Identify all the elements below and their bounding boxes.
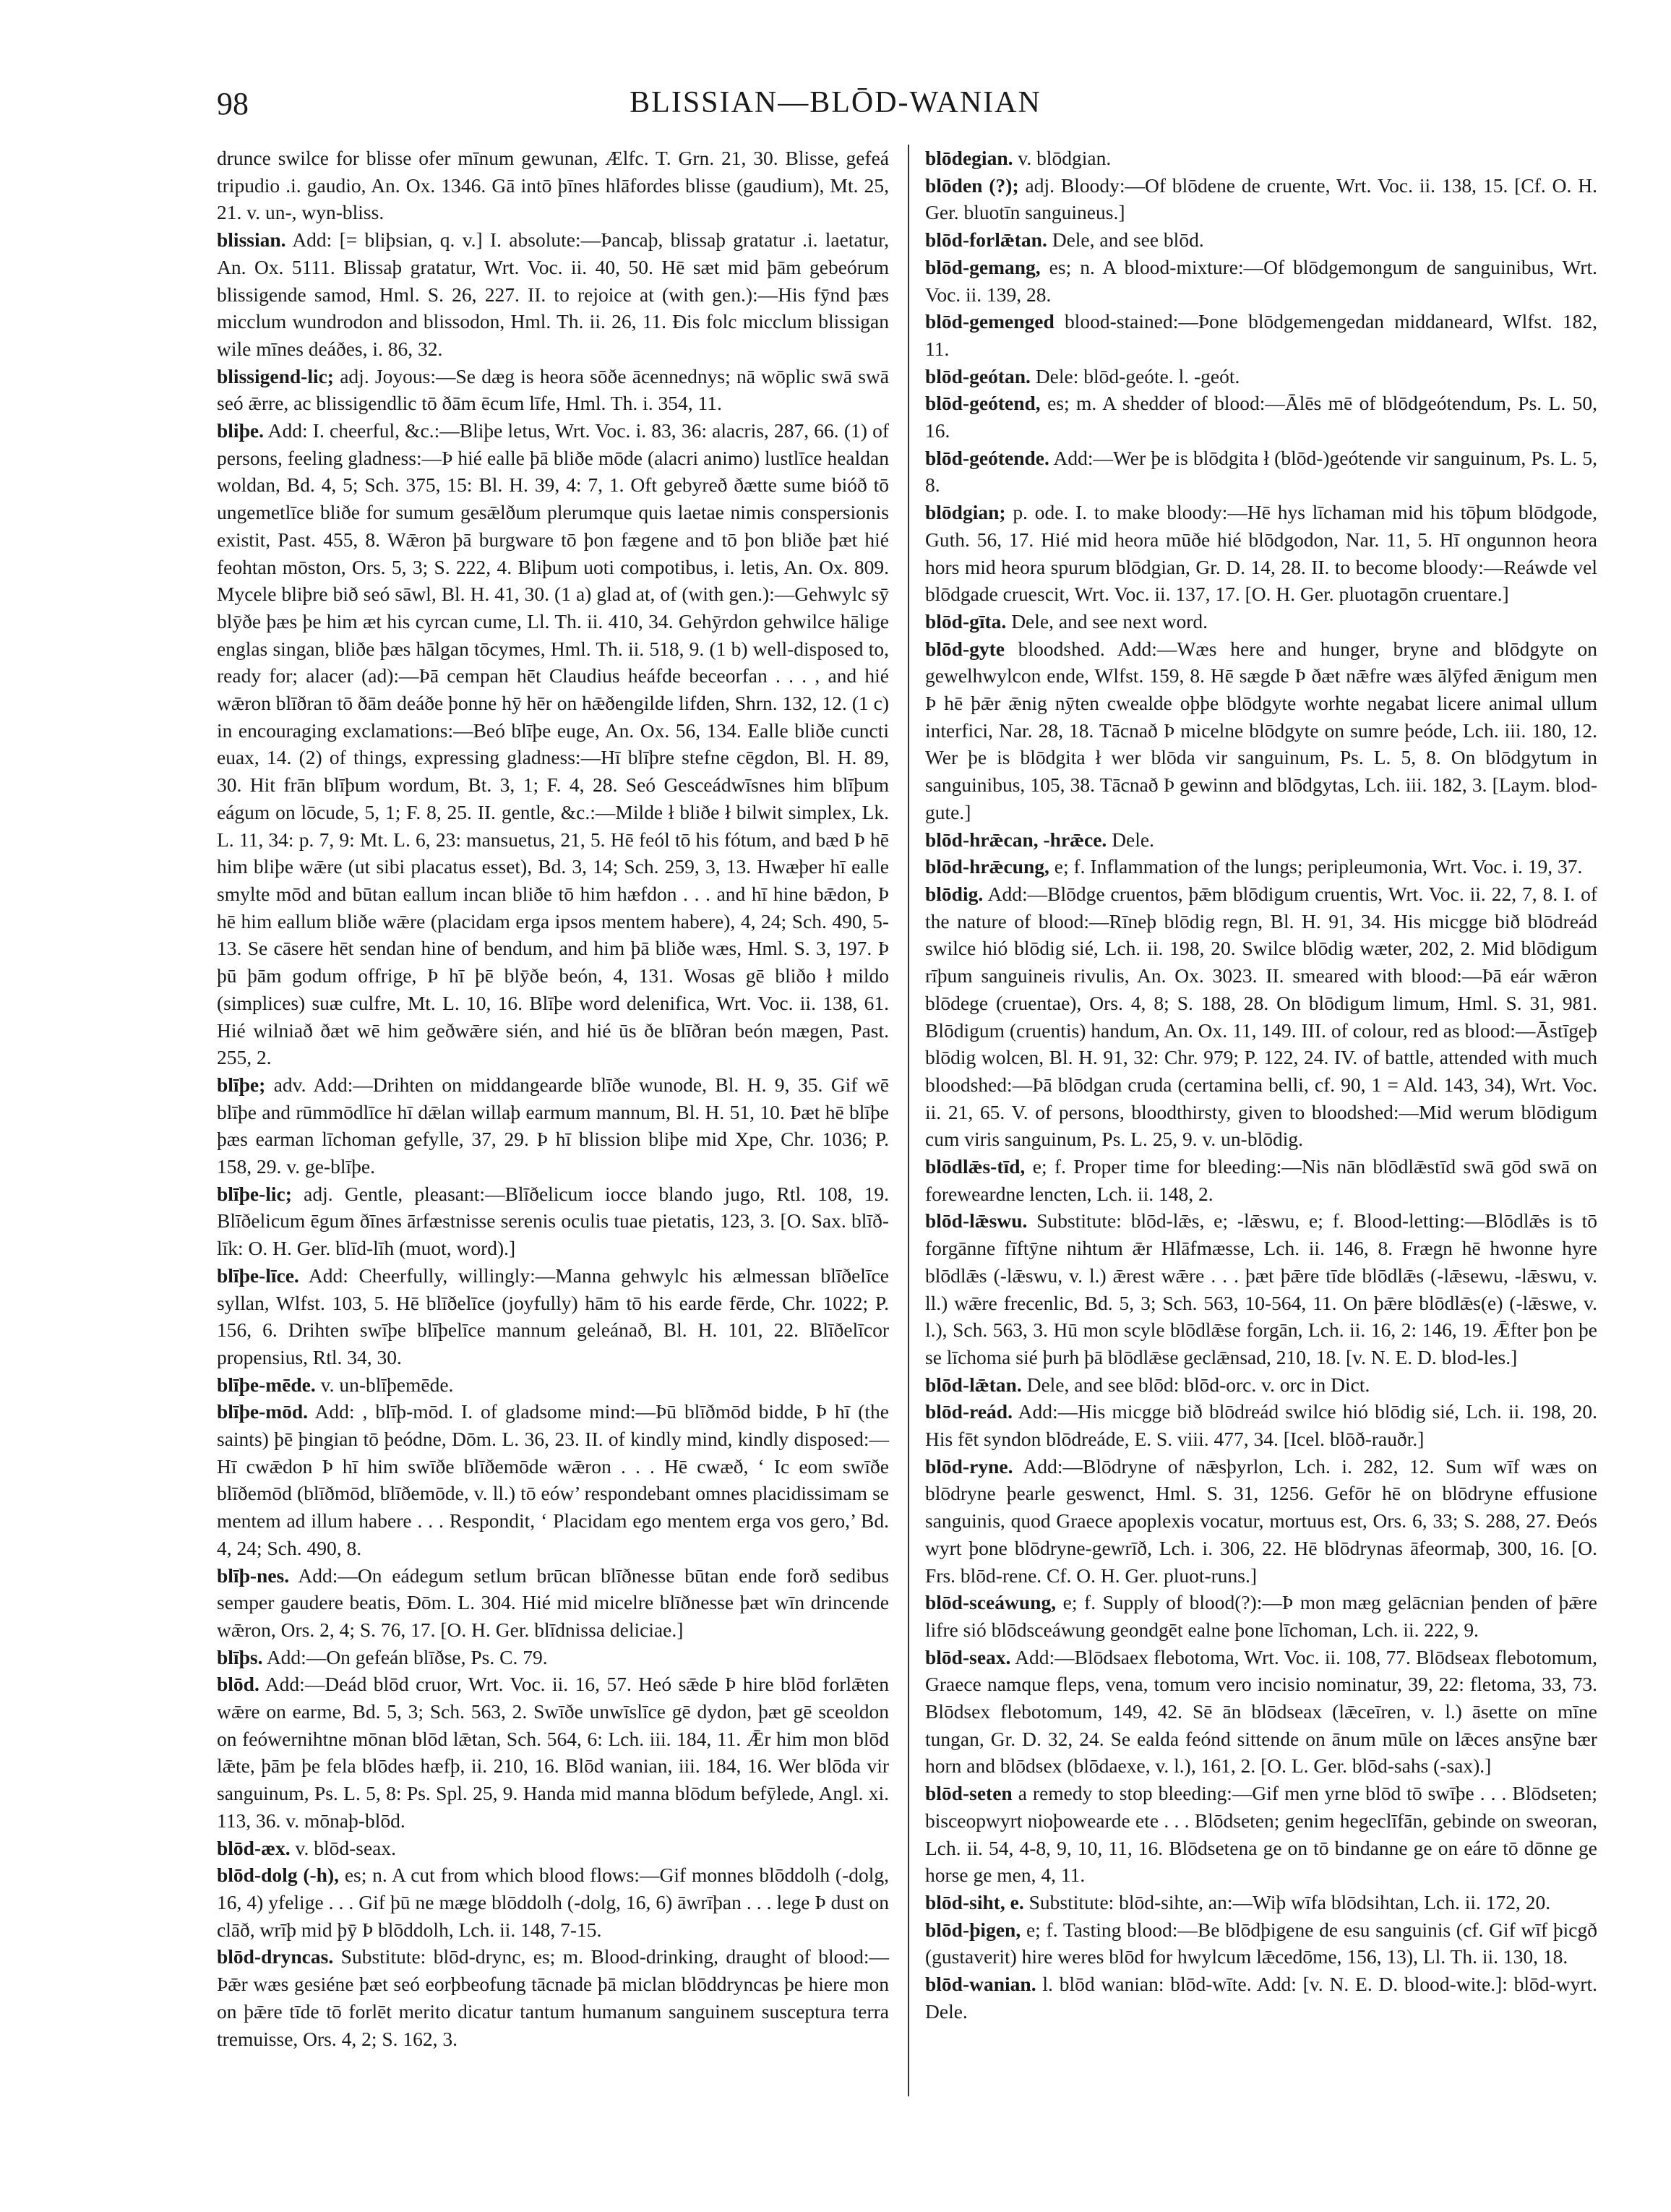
- dictionary-entry: [217, 417, 889, 1071]
- running-head: BLISSIAN—BLŌD-WANIAN: [630, 86, 1041, 119]
- entry-text: es; n. A cut from which blood flows:—Gif monnes blōddolh (-dolg, 16, 4) yfelige . . . Gif þū ne mæge blōddolh (-dolg, 16, 6) āwrīþan . . . lege Þ dust on clāð, wrīþ mid þȳ Þ blōddolh, Lch. ii. 148, 7-15.: [217, 1864, 889, 1941]
- dictionary-entry: [925, 390, 1597, 444]
- dictionary-entry: [217, 1943, 889, 2052]
- entry-text: p. ode. I. to make bloody:—Hē hys līchaman mid his tōþum blōdgode, Guth. 56, 17. Hié mid heora mūðe hié blōdgodon, Nar. 11, 5. Hī ongunnon heora hors mid heora spurum blōdgian, Gr. D. 14, 28. II. to become bloody:—Reáwde vel blōdgade cruescit, Wrt. Voc. ii. 137, 17. [O. H. Ger. pluotagōn cruentare.]: [925, 501, 1597, 606]
- dictionary-entry: [217, 1644, 889, 1671]
- entry-headword: blōd-forlǣtan.: [925, 228, 1047, 252]
- entry-headword: blōdegian.: [925, 147, 1013, 169]
- entry-headword: blōd-dryncas.: [217, 1945, 334, 1968]
- entry-text: Add:—Blōdge cruentos, þǣm blōdigum cruentis, Wrt. Voc. ii. 22, 7, 8. I. of the nature of blood:—Rīneþ blōdig regn, Bl. H. 91, 34. His micgge bið blōdreád swilce hió blōdig sié, Lch. ii. 198, 20. Swilce blōdig wæter, 202, 2. Mid blōdigum rīþum sanguineis rivulis, An. Ox. 3023. II. smeared with blood:—Þā eár wǣron blōdege (cruentae), Ors. 4, 8; S. 188, 28. On blōdigum limum, Hml. S. 31, 981. Blōdigum (cruentis) handum, An. Ox. 11, 149. III. of colour, red as blood:—Āstīgeþ blōdig wolcen, Bl. H. 91, 32: Chr. 979; P. 122, 24. IV. of battle, attended with much bloodshed:—Þā blōdgan cruda (certamina belli, cf. 90, 1 = Ald. 143, 34), Wrt. Voc. ii. 21, 65. V. of persons, bloodthirsty, given to bloodshed:—Mid werum blōdigum cum viris sanguinum, Ps. L. 25, 9. v. un-blōdig.: [925, 882, 1597, 1151]
- entry-headword: blōd-gīta.: [925, 609, 1007, 633]
- dictionary-entry: [925, 445, 1597, 499]
- dictionary-entry: [925, 880, 1597, 1153]
- entry-headword: blōd-sceáwung,: [925, 1591, 1057, 1614]
- entry-headword: blīþe-līce.: [217, 1264, 299, 1287]
- entry-text: Add: [= bliþsian, q. v.] I. absolute:—Þancaþ, blissaþ gratatur .i. laetatur, An. Ox. 5111. Blissaþ gratatur, Wrt. Voc. ii. 40, 50. Hē sæt mid þām gebeórum blissigende samod, Hml. S. 26, 227. II. to rejoice at (with gen.):—His fȳnd þæs micclum wundrodon and blissodon, Hml. Th. ii. 26, 11. Ðis folc micclum blissigan wile mīnes deáðes, i. 86, 32.: [217, 228, 889, 360]
- page-number: 98: [217, 86, 249, 121]
- dictionary-entry: [217, 1835, 889, 1862]
- entry-text: v. blōd-seax.: [295, 1836, 397, 1859]
- entry-text: Substitute: blōd-drync, es; m. Blood-drinking, draught of blood:—Þǣr wæs gesiéne þæt seó eorþbeofung tācnade þā miclan blōddryncas þe hiere mon on þǣre tīde tō forlēt merito dicatur tantum humanum sanguinem susceptura terra tremuisse, Ors. 4, 2; S. 162, 3.: [217, 1945, 889, 2050]
- dictionary-entry: [217, 1371, 889, 1399]
- dictionary-entry: [217, 226, 889, 363]
- entry-headword: blōd-þigen,: [925, 1918, 1021, 1941]
- entry-headword: blōd-wanian.: [925, 1973, 1036, 1996]
- dictionary-entry: [925, 145, 1597, 172]
- entry-headword: blōd-seax.: [925, 1645, 1011, 1668]
- entry-text: es; m. A shedder of blood:—Ālēs mē of blōdgeótendum, Ps. L. 50, 16.: [925, 392, 1597, 442]
- entry-text: Dele, and see next word.: [1011, 609, 1208, 633]
- entry-text: Add:—Blōdryne of nǣsþyrlon, Lch. i. 282, 12. Sum wīf wæs on blōdryne þearle geswenct, Hml. S. 31, 1256. Gefōr hē on blōdryne effusione sanguinis, quod Graece apoplexis vocatur, mortuus est, Ors. 6, 33; S. 288, 27. Ðeós wyrt þone blōdryne-gewrīð, Lch. i. 306, 22. Hē blōdrynas āfeormaþ, 300, 16. [O. Frs. blōd-rene. Cf. O. H. Ger. pluot-runs.]: [925, 1454, 1597, 1587]
- entry-text: adj. Joyous:—Se dæg is heora sōðe ācennednys; nā wōplic swā swā seó ǣrre, ac blissigendlic tō ðām ēcum līfe, Hml. Th. i. 354, 11.: [217, 364, 890, 415]
- entry-headword: blōdgian;: [925, 501, 1006, 524]
- dictionary-entry: [925, 1780, 1597, 1889]
- dictionary-entry: [217, 1071, 889, 1180]
- entry-text: Dele.: [1112, 828, 1154, 851]
- entry-headword: blōd-seten: [925, 1782, 1013, 1805]
- right-column: [925, 145, 1597, 2025]
- entry-headword: blīþe-mōd.: [217, 1400, 309, 1423]
- column-divider: [908, 145, 909, 2096]
- dictionary-entry: [925, 1971, 1597, 2025]
- dictionary-entry: [925, 1207, 1597, 1371]
- dictionary-entry: [925, 226, 1597, 254]
- entry-headword: blōd-æx.: [217, 1836, 291, 1859]
- dictionary-entry: [925, 254, 1597, 308]
- dictionary-entry: [217, 1671, 889, 1834]
- dictionary-entry: [925, 826, 1597, 854]
- entry-text: Dele: blōd-geóte. l. -geót.: [1035, 364, 1240, 387]
- entry-headword: blōd-reád.: [925, 1400, 1013, 1423]
- entry-text: adj. Gentle, pleasant:—Blīðelicum iocce blando jugo, Rtl. 108, 19. Blīðelicum ēgum ðīnes ārfæstnisse serenis oculis tuae pietatis, 123, 3. [O. Sax. blīð-līk: O. H. Ger. blīd-līh (muot, word).]: [217, 1182, 889, 1260]
- dictionary-entry: [217, 1562, 889, 1644]
- entry-headword: blīþe-lic;: [217, 1182, 292, 1205]
- dictionary-entry: [217, 1861, 889, 1943]
- entry-headword: blīþe;: [217, 1073, 266, 1096]
- entry-text: e; f. Inflammation of the lungs; peripleumonia, Wrt. Voc. i. 19, 37.: [1054, 855, 1583, 878]
- dictionary-entry: [925, 1916, 1597, 1971]
- entry-headword: blōden (?);: [925, 173, 1019, 197]
- entry-headword: blissian.: [217, 228, 286, 252]
- dictionary-entry: [925, 1371, 1597, 1399]
- entry-headword: blōd-geótend,: [925, 392, 1041, 415]
- dictionary-entry: [925, 172, 1597, 226]
- entry-headword: blōdlǣs-tīd,: [925, 1155, 1026, 1178]
- entry-text: adj. Bloody:—Of blōdene de cruente, Wrt. Voc. ii. 138, 15. [Cf. O. H. Ger. bluotīn sanguineus.]: [925, 173, 1598, 224]
- dictionary-entry: [217, 1180, 889, 1262]
- dictionary-entry: [925, 308, 1597, 362]
- entry-headword: blōd-hrǣcung,: [925, 855, 1049, 878]
- entry-text: Add:—Deád blōd cruor, Wrt. Voc. ii. 16, 57. Heó sǣde Þ hire blōd forlǣten wǣre on earme, Bd. 5, 3; Sch. 563, 2. Swīðe unwīslīce gē dydon, þæt gē sceoldon on feówernihtne mōnan blōd lǣtan, Sch. 564, 6: Lch. iii. 184, 11. Ǣr him mon blōd lǣte, þām þe fela blōdes hæfþ, ii. 210, 16. Blōd wanian, iii. 184, 16. Wer blōda vir sanguinum, Ps. L. 5, 8: Ps. Spl. 25, 9. Handa mid manna blōdum befȳlede, Angl. xi. 113, 36. v. mōnaþ-blōd.: [217, 1673, 889, 1832]
- entry-text: Dele, and see blōd: blōd-orc. v. orc in Dict.: [1026, 1373, 1370, 1396]
- entry-headword: blīþs.: [217, 1645, 263, 1668]
- entry-headword: blōd-gyte: [925, 637, 1005, 660]
- dictionary-entry: [925, 1589, 1597, 1643]
- entry-headword: blōd-geótende.: [925, 446, 1049, 469]
- entry-text: Add: , blīþ-mōd. I. of gladsome mind:—Þū blīðmōd bidde, Þ hī (the saints) þē þingian tō þeódne, Dōm. L. 36, 23. II. of kindly mind, kindly disposed:—Hī cwǣdon Þ hī him swīðe blīðemōde wǣron . . . Hē cwæð, ‘ Ic eom swīðe blīðemōd (blīðmōd, blīðemōde, v. ll.) tō eów’ respondebant omnes placidissimam se mentem ad illum habere . . . Respondit, ‘ Placidam ego mentem erga vos gero,’ Bd. 4, 24; Sch. 490, 8.: [217, 1400, 889, 1559]
- entry-text: v. blōdgian.: [1018, 147, 1112, 169]
- entry-text: Add:—On gefeán blīðse, Ps. C. 79.: [266, 1645, 548, 1668]
- entry-headword: blōd.: [217, 1673, 259, 1696]
- entry-headword: blōd-lǣswu.: [925, 1209, 1028, 1233]
- entry-text: bloodshed. Add:—Wæs here and hunger, bryne and blōdgyte on gewelhwylcon ende, Wlfst. 159, 8. Hē sægde Þ ðæt nǣfre wæs ālȳfed ǣnigum men Þ hē þǣr ǣnig nȳten cwealde oþþe blōdgyte worhte negabat licere animal ullum interfici, Nar. 28, 18. Tācnað Þ micelne blōdgyte on sumre þeóde, Lch. iii. 180, 12. Wer þe is blōdgita ł wer blōda vir sanguinum, Ps. L. 5, 8. On blōdgytum in sanguinibus, 105, 38. Tācnað Þ gewinn and blōdgytas, Lch. iii. 182, 3. [Laym. blod-gute.]: [925, 637, 1598, 823]
- left-column: [217, 145, 889, 2052]
- entry-text: Substitute: blōd-lǣs, e; -lǣswu, e; f. Blood-letting:—Blōdlǣs is tō forgānne fīftȳne nihtum ǣr Hlāfmæsse, Lch. ii. 146, 8. Frægn hē hwonne hyre blōdlǣs (-lǣswu, v. l.) ǣrest wǣre . . . þæt þǣre tīde blōdlǣs (-lǣsewu, -lǣswu, v. ll.) wǣre frecenlic, Bd. 5, 3; Sch. 563, 10-564, 11. On þǣre blōdlǣs(e) (-lǣswe, v. l.), Sch. 563, 3. Hū mon scyle blōdlǣse forgān, Lch. ii. 16, 2: 146, 19. Ǣfter þon þe se līchoma sié þurh þā blōdlǣse geclǣnsad, 210, 18. [v. N. E. D. blod-les.]: [925, 1209, 1598, 1368]
- dictionary-entry: [925, 1453, 1597, 1590]
- entry-headword: bliþe.: [217, 419, 264, 442]
- entry-headword: blōd-ryne.: [925, 1454, 1013, 1478]
- entry-headword: blōd-hrǣcan, -hrǣce.: [925, 828, 1107, 851]
- entry-headword: blōd-gemang,: [925, 255, 1041, 278]
- entry-text: Add:—Wer þe is blōdgita ł (blōd-)geótende vir sanguinum, Ps. L. 5, 8.: [925, 446, 1597, 497]
- dictionary-entry: [217, 363, 889, 417]
- dictionary-entry: [217, 1262, 889, 1371]
- entry-text: a remedy to stop bleeding:—Gif men yrne blōd tō swīþe . . . Blōdseten; bisceopwyrt nioþowearde ete . . . Blōdseten; genim hegeclīfān, gebinde on sweoran, Lch. ii. 54, 4-8, 9, 10, 11, 16. Blōdsetena ge on tō bindanne ge on eáre tō dōnne ge horse ge men, 4, 11.: [925, 1782, 1597, 1887]
- entry-text: es; n. A blood-mixture:—Of blōdgemongum de sanguinibus, Wrt. Voc. ii. 139, 28.: [925, 255, 1597, 306]
- entry-text: Add:—His micgge bið blōdreád swilce hió blōdig sié, Lch. ii. 198, 20. His fēt syndon blōdreáde, E. S. viii. 477, 34. [Icel. blōð-rauðr.]: [925, 1400, 1597, 1451]
- entry-headword: blōd-siht, e.: [925, 1891, 1024, 1913]
- entry-text: blood-stained:—Þone blōdgemengedan middaneard, Wlfst. 182, 11.: [925, 310, 1598, 360]
- entry-text: drunce swilce for blisse ofer mīnum gewunan, Ælfc. T. Grn. 21, 30. Blisse, gefeá tripudio .i. gaudio, An. Ox. 1346. Gā intō þīnes hlāfordes blisse (gaudium), Mt. 25, 21. v. un-, wyn-bliss.: [217, 147, 889, 224]
- entry-headword: blōd-dolg (-h),: [217, 1864, 340, 1887]
- dictionary-entry: [217, 145, 889, 226]
- entry-text: Dele, and see blōd.: [1052, 228, 1204, 252]
- entry-text: Substitute: blōd-sihte, an:—Wiþ wīfa blōdsihtan, Lch. ii. 172, 20.: [1028, 1891, 1551, 1913]
- entry-headword: blīþe-mēde.: [217, 1373, 316, 1396]
- entry-text: Add:—Blōdsaex flebotoma, Wrt. Voc. ii. 108, 77. Blōdseax flebotomum, Graece namque fleps, vena, tomum vero incisio nominatur, 39, 22: fletoma, 33, 73. Blōdsex flebotomum, 149, 42. Sē ān blōdseax (lǣceīren, v. l.) āsette on mīne tungan, Gr. D. 32, 24. Se ealda feónd sittende on ānum mūle on lǣces ansȳne bær horn and blōdsex (blōdaexe, v. l.), 161, 2. [O. L. Ger. blōd-sahs (-sax).]: [925, 1645, 1597, 1778]
- entry-headword: blōd-gemenged: [925, 310, 1054, 333]
- dictionary-entry: [925, 499, 1597, 608]
- entry-text: v. un-blīþemēde.: [320, 1373, 454, 1396]
- entry-text: e; f. Tasting blood:—Be blōdþigene de esu sanguinis (cf. Gif wīf þicgð (gustaverit) hire weres blōd for hwylcum lǣcedōme, 156, 13), Ll. Th. ii. 130, 18.: [925, 1918, 1597, 1968]
- dictionary-entry: [925, 1644, 1597, 1780]
- entry-headword: blōdig.: [925, 882, 984, 905]
- entry-text: Add: Cheerfully, willingly:—Manna gehwylc his ælmessan blīðelīce syllan, Wlfst. 103, 5. Hē blīðelīce (joyfully) hām tō his earde fērde, Chr. 1022; P. 156, 6. Drihten swīþe blīþelīce mannum geleánað, Bl. H. 101, 22. Blīðelīcor propensius, Rtl. 34, 30.: [217, 1264, 889, 1368]
- dictionary-entry: [925, 1398, 1597, 1452]
- dictionary-entry: [925, 608, 1597, 635]
- entry-text: l. blōd wanian: blōd-wīte. Add: [v. N. E. D. blood-wite.]: blōd-wyrt. Dele.: [925, 1973, 1598, 2023]
- entry-headword: blīþ-nes.: [217, 1564, 290, 1587]
- dictionary-entry: [925, 1153, 1597, 1207]
- entry-headword: blōd-geótan.: [925, 364, 1031, 387]
- dictionary-entry: [925, 1889, 1597, 1916]
- dictionary-entry: [925, 363, 1597, 390]
- entry-text: e; f. Supply of blood(?):—Þ mon mæg gelācnian þenden of þǣre lifre sió blōdsceáwung geondgēt ealne þone līchoman, Lch. ii. 222, 9.: [925, 1591, 1597, 1641]
- entry-text: Add: I. cheerful, &c.:—Bliþe letus, Wrt. Voc. i. 83, 36: alacris, 287, 66. (1) of persons, feeling gladness:—Þ hié ealle þā bliðe mōde (alacri animo) lustlīce healdan woldan, Bd. 4, 5; Sch. 375, 15: Bl. H. 39, 4: 7, 1. Oft gebyreð ðætte sume bióð tō ungemetlīce bliðe for sumum gesǣlðum plerumque quis laetae nimis conspersionis existit, Past. 455, 8. Wǣron þā burgware tō þon fægene and tō þon bliðe þæt hié feohtan mōston, Ors. 5, 3; S. 222, 4. Bliþum uoti compotibus, i. letis, An. Ox. 809. Mycele bliþre bið seó sāwl, Bl. H. 41, 30. (1 a) glad at, of (with gen.):—Gehwylc sȳ blȳðe þæs þe him æt his cyrcan cume, Ll. Th. ii. 410, 34. Gehȳrdon gehwilce hālige englas singan, bliðe þæs hālgan tōcymes, Hml. Th. ii. 518, 9. (1 b) well-disposed to, ready for; alacer (ad):—Þā cempan hēt Claudius heáfde beceorfan . . . , and hié wǣron blīðran tō ðām deáðe þonne hȳ hēr on hǣðengilde lifden, Shrn. 132, 12. (1 c) in encouraging exclamations:—Beó blīþe euge, An. Ox. 56, 134. Ealle bliðe cuncti euax, 14. (2) of things, expressing gladness:—Hī blīþre stefne cēgdon, Bl. H. 89, 30. Hit frān blīþum wordum, Bt. 3, 1; F. 4, 28. Seó Gesceádwīsnes him blīþum eágum on lōcude, 5, 1; F. 8, 25. II. gentle, &c.:—Milde ł bliðe ł bilwit simplex, Lk. L. 11, 34: p. 7, 9: Mt. L. 6, 23: mansuetus, 21, 5. Hē feól tō his fótum, and bæd Þ hē him bliþe wǣre (ut sibi placatus esset), Bd. 3, 14; Sch. 259, 3, 13. Hwæþer hī ealle smylte mōd and būtan eallum incan bliðe tō him hæfdon . . . and hī hine bǣdon, Þ hē him eallum bliðe wǣre (placidam erga ipsos mentem habere), 4, 24; Sch. 490, 5-13. Se cāsere hēt sendan hine of bendum, and him þā bliðe wæs, Hml. S. 3, 197. Þ þū þām godum offrige, Þ hī þē blȳðe beón, 4, 131. Wosas gē bliðo ł mildo (simplices) suæ culfre, Mt. L. 10, 16. Blīþe word delenifica, Wrt. Voc. ii. 138, 61. Hié wilniað ðæt wē him geðwǣre sién, and hié ūs ðe blīðran beón mægen, Past. 255, 2.: [217, 419, 889, 1069]
- dictionary-entry: [217, 1398, 889, 1561]
- entry-headword: blōd-lǣtan.: [925, 1373, 1022, 1396]
- entry-headword: blissigend-lic;: [217, 364, 334, 387]
- entry-text: e; f. Proper time for bleeding:—Nis nān blōdlǣstīd swā gōd swā on foreweardne lencten, Lch. ii. 148, 2.: [925, 1155, 1597, 1205]
- entry-text: adv. Add:—Drihten on middangearde blīðe wunode, Bl. H. 9, 35. Gif wē blīþe and rūmmōdlīce hī dǣlan willaþ earmum mannum, Bl. H. 51, 10. Þæt hē blīþe þæs earman līchoman gefylle, 37, 29. Þ hī blission bliþe mid Xpe, Chr. 1036; P. 158, 29. v. ge-blīþe.: [217, 1073, 890, 1178]
- dictionary-entry: [925, 635, 1597, 826]
- dictionary-entry: [925, 853, 1597, 880]
- entry-text: Add:—On eádegum setlum brūcan blīðnesse būtan ende forð sedibus semper gaudere beatis, Ðōm. L. 304. Hié mid micelre blīðnesse þæt wīn drincende wǣron, Ors. 2, 4; S. 76, 17. [O. H. Ger. blīdnissa deliciae.]: [217, 1564, 890, 1641]
